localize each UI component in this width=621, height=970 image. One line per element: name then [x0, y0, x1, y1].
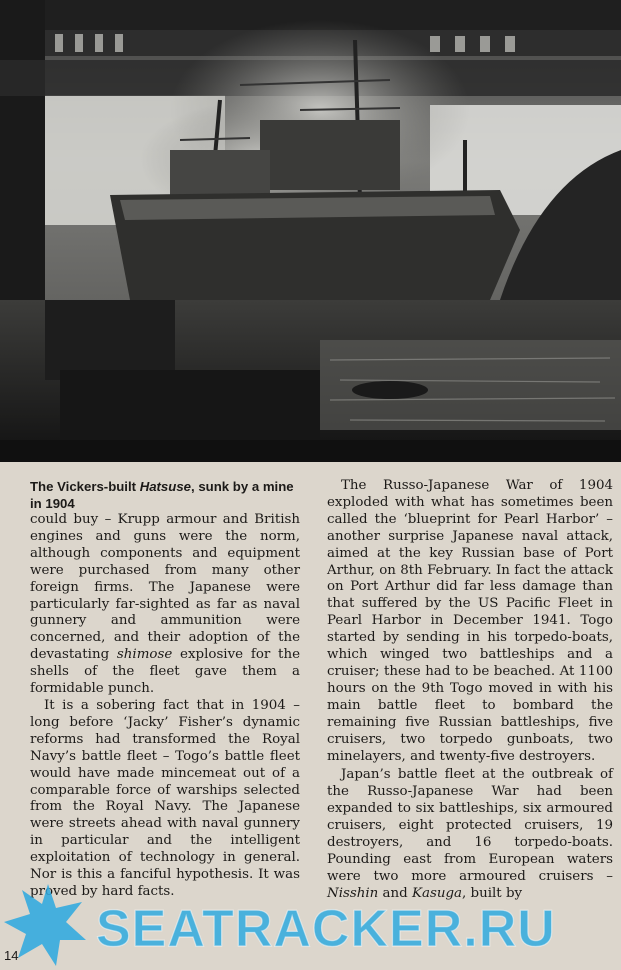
- right-p2-and: and: [378, 885, 412, 901]
- right-paragraph-1: The Russo-Japanese War of 1904 exploded with what has sometimes been called the ‘blueprint for Pearl Harbor’ – another surprise Japanese naval attack, aimed at the key Russian base of Port Arthur, on 8th February. In fact the attack on Port Arthur did far less damage than that suffered by the US Pacific Fleet in Pearl Harbor in December 1941. Togo started by sending in his torpedo-boats, which winged two battleships and a cruiser; these had to be beached. At 1100 hours on the 9th Togo moved in with his main battle fleet to bombard the remaining five Russian battleships, five cruisers, two torpedo gunboats, two minelayers, and twenty-five destroyers.: [327, 478, 613, 764]
- caption-suffix: , sunk by a mine in 1904: [30, 479, 294, 511]
- watermark-text: SEATRACKER.RU: [96, 900, 556, 958]
- left-p1-italic: shimose: [116, 647, 173, 663]
- ship-photograph: [0, 0, 621, 462]
- left-p1-text-b: explosive for the shells of the fleet gave them a formidable punch.: [30, 647, 300, 697]
- photo-caption: [30, 478, 300, 512]
- left-paragraph-2: It is a sobering fact that in 1904 – long before ‘Jacky’ Fisher’s dynamic reforms had transformed the Royal Navy’s battle fleet – Togo’s battle fleet would have made mincemeat out of a comparable force of warships selected from the Royal Navy. The Japanese were streets ahead with naval gunnery in particular and the intelligent exploitation of technology in general. Nor is this a fanciful hypothesis. It was proved by hard facts.: [30, 697, 300, 899]
- right-p2-text-a: Japan’s battle fleet at the outbreak of the Russo-Japanese War had been expanded to six battleships, six armoured cruisers, eight protected cruisers, 19 destroyers, and 16 torpedo-boats. Pounding east from European waters were two more armoured cruisers –: [327, 767, 613, 884]
- caption-prefix: The Vickers-built: [30, 479, 140, 494]
- watermark: [0, 880, 621, 970]
- page-number: 14: [4, 948, 19, 963]
- watermark-logo: [0, 880, 621, 970]
- right-column: [327, 478, 613, 903]
- left-p1-text-a: could buy – Krupp armour and British engines and guns were the norm, although components and equipment were purchased from many other foreign firms. The Japanese were particularly far-sighted as far as naval gunnery and ammunition were concerned, and their adoption of the devastating: [30, 512, 300, 663]
- right-p2-text-b: , built by: [462, 885, 523, 901]
- right-p2-ship-2: Kasuga: [411, 885, 463, 901]
- left-paragraph-1: [30, 512, 300, 698]
- hatsuse-photo-illustration: [0, 0, 621, 462]
- caption-ship-name: Hatsuse: [139, 479, 191, 494]
- left-column: [30, 478, 300, 901]
- right-p2-ship-1: Nisshin: [327, 885, 379, 901]
